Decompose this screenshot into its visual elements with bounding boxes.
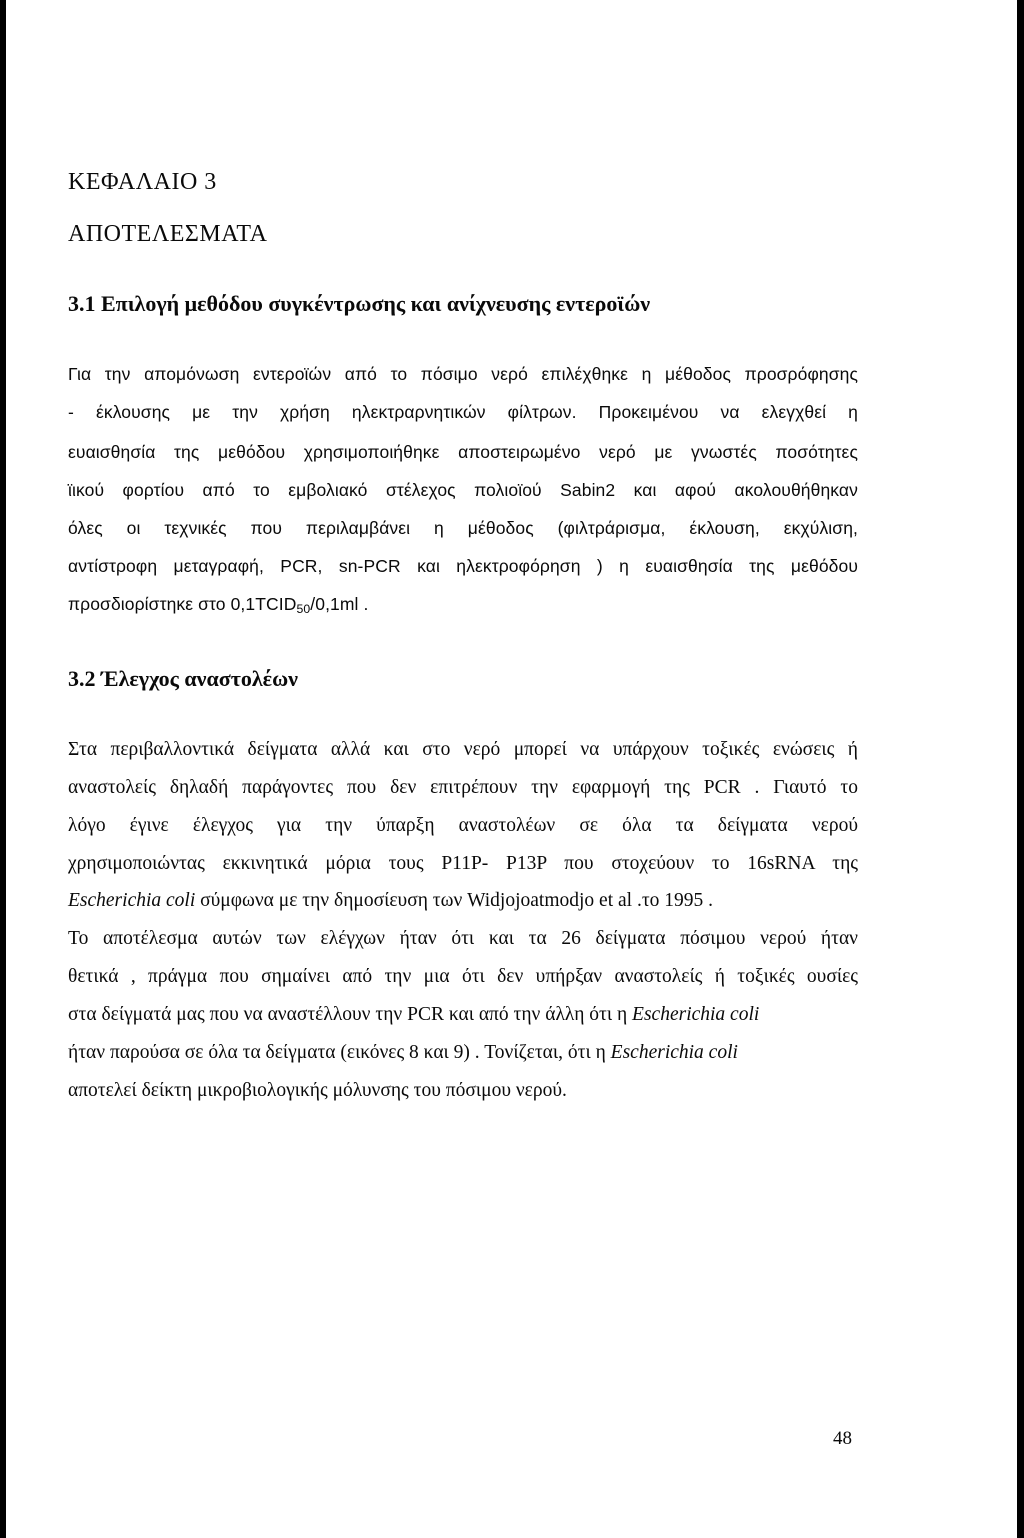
section1-line-7 bbox=[68, 594, 369, 617]
section2-line-8 bbox=[68, 1005, 759, 1025]
section1-line-4: ϊικού φορτίου από το εμβολιακό στέλεχος πολιοϊού Sabin2 και αφού ακολουθήθηκαν bbox=[68, 480, 858, 500]
section2-line-2: αναστολείς δηλαδή παράγοντες που δεν επιτρέπουν την εφαρμογή της PCR . Γιαυτό το bbox=[68, 777, 858, 798]
section-heading-3-2: 3.2 Έλεγχος αναστολέων bbox=[68, 666, 298, 691]
page-number: 48 bbox=[833, 1428, 852, 1449]
section2-line-9 bbox=[68, 1043, 738, 1063]
species-name: Escherichia coli bbox=[610, 1042, 738, 1063]
section2-line-5 bbox=[68, 891, 713, 911]
section1-line-3: ευαισθησία της μεθόδου χρησιμοποιήθηκε αποστειρωμένο νερό με γνωστές ποσότητες bbox=[68, 442, 858, 462]
scan-border-right bbox=[1017, 0, 1024, 1538]
scan-border-left bbox=[0, 0, 6, 1538]
section2-line-3: λόγο έγινε έλεγχος για την ύπαρξη αναστολέων σε όλα τα δείγματα νερού bbox=[68, 815, 858, 836]
species-name: Escherichia coli bbox=[632, 1004, 760, 1025]
section2-line-4: χρησιμοποιώντας εκκινητικά μόρια τους P11P- P13P που στοχεύουν το 16sRNA της bbox=[68, 853, 858, 874]
sensitivity-text: προσδιορίστηκε στο 0,1TCID bbox=[68, 594, 297, 614]
section2-line-7: θετικά , πράγμα που σημαίνει από την μια ότι δεν υπήρξαν αναστολείς ή τοξικές ουσίες bbox=[68, 966, 858, 987]
result-text: ήταν παρούσα σε όλα τα δείγματα (εικόνες 8 και 9) . Τονίζεται, ότι η bbox=[68, 1042, 611, 1063]
chapter-label: ΚΕΦΑΛΑΙΟ 3 bbox=[68, 169, 217, 195]
citation-text: σύμφωνα με την δημοσίευση των Widjojoatmodjo et al .το 1995 . bbox=[195, 890, 714, 911]
section1-line-2: - έκλουσης με την χρήση ηλεκτραρνητικών φίλτρων. Προκειμένου να ελεγχθεί η bbox=[68, 402, 858, 422]
result-text: στα δείγματά μας που να αναστέλλουν την PCR και από την άλλη ότι η bbox=[68, 1004, 633, 1025]
sensitivity-subscript: 50 bbox=[296, 602, 311, 617]
chapter-title: ΑΠΟΤΕΛΕΣΜΑΤΑ bbox=[68, 221, 268, 247]
section2-line-10: αποτελεί δείκτη μικροβιολογικής μόλυνσης του πόσιμου νερού. bbox=[68, 1080, 567, 1101]
section1-line-1: Για την απομόνωση εντεροϊών από το πόσιμο νερό επιλέχθηκε η μέθοδος προσρόφησης bbox=[68, 364, 858, 384]
section2-line-1: Στα περιβαλλοντικά δείγματα αλλά και στο νερό μπορεί να υπάρχουν τοξικές ενώσεις ή bbox=[68, 739, 858, 760]
sensitivity-unit: /0,1ml . bbox=[310, 594, 369, 614]
section1-line-5: όλες οι τεχνικές που περιλαμβάνει η μέθοδος (φιλτράρισμα, έκλουση, εκχύλιση, bbox=[68, 518, 858, 538]
species-name: Escherichia coli bbox=[68, 890, 196, 911]
section1-line-6: αντίστροφη μεταγραφή, PCR, sn-PCR και ηλεκτροφόρηση ) η ευαισθησία της μεθόδου bbox=[68, 556, 858, 576]
section-heading-3-1: 3.1 Επιλογή μεθόδου συγκέντρωσης και ανίχνευσης εντεροϊών bbox=[68, 291, 651, 316]
section2-line-6: Το αποτέλεσμα αυτών των ελέγχων ήταν ότι και τα 26 δείγματα πόσιμου νερού ήταν bbox=[68, 928, 858, 949]
